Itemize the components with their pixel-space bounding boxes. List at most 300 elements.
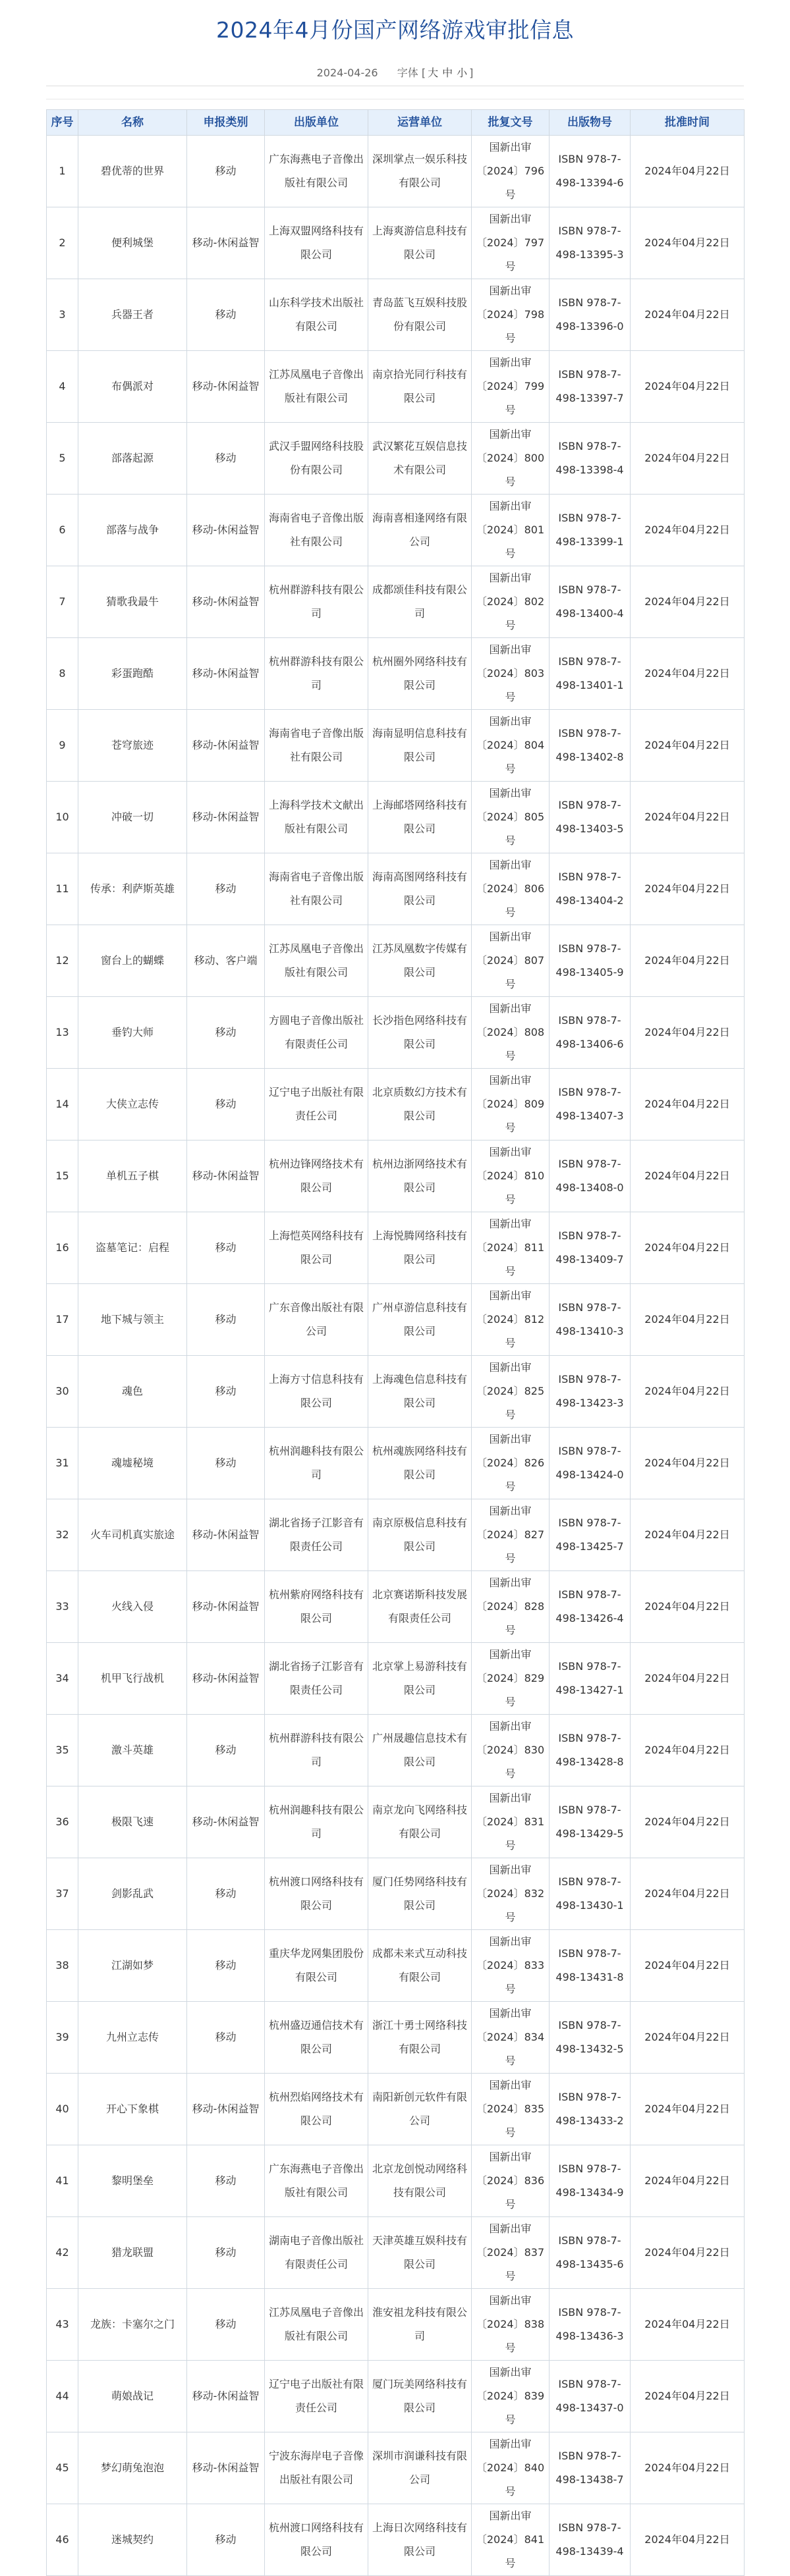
table-header-row [47, 110, 745, 136]
category: 移动-休闲益智 [187, 566, 265, 638]
category: 移动 [187, 136, 265, 207]
operator: 成都颂佳科技有限公司 [368, 566, 472, 638]
isbn: ISBN 978-7-498-13432-5 [550, 2002, 631, 2074]
approval-number: 国新出审〔2024〕807号 [472, 925, 550, 997]
isbn: ISBN 978-7-498-13431-8 [550, 1930, 631, 2002]
category: 移动、客户端 [187, 925, 265, 997]
category: 移动 [187, 997, 265, 1069]
row-index: 35 [47, 1715, 78, 1786]
row-index: 45 [47, 2432, 78, 2504]
approval-date: 2024年04月22日 [631, 782, 745, 853]
category: 移动-休闲益智 [187, 2361, 265, 2432]
operator: 浙江十勇士网络科技有限公司 [368, 2002, 472, 2074]
isbn: ISBN 978-7-498-13429-5 [550, 1786, 631, 1858]
publisher: 江苏凤凰电子音像出版社有限公司 [265, 925, 368, 997]
publisher: 海南省电子音像出版社有限公司 [265, 710, 368, 782]
approval-date: 2024年04月22日 [631, 2361, 745, 2432]
table-row [47, 1212, 745, 1284]
row-index: 4 [47, 351, 78, 423]
publish-date: 2024-04-26 [316, 67, 378, 79]
isbn: ISBN 978-7-498-13396-0 [550, 279, 631, 351]
table-row [47, 1571, 745, 1643]
isbn: ISBN 978-7-498-13436-3 [550, 2289, 631, 2361]
table-row [47, 2002, 745, 2074]
category: 移动-休闲益智 [187, 1786, 265, 1858]
approval-date: 2024年04月22日 [631, 207, 745, 279]
approval-number: 国新出审〔2024〕798号 [472, 279, 550, 351]
operator: 上海爽游信息科技有限公司 [368, 207, 472, 279]
publisher: 海南省电子音像出版社有限公司 [265, 495, 368, 566]
category: 移动-休闲益智 [187, 207, 265, 279]
operator: 北京赛诺斯科技发展有限责任公司 [368, 1571, 472, 1643]
operator: 上海悦腾网络科技有限公司 [368, 1212, 472, 1284]
table-row [47, 1786, 745, 1858]
isbn: ISBN 978-7-498-13439-4 [550, 2504, 631, 2576]
row-index: 12 [47, 925, 78, 997]
approval-number: 国新出审〔2024〕837号 [472, 2217, 550, 2289]
operator: 海南显明信息科技有限公司 [368, 710, 472, 782]
table-row [47, 1643, 745, 1715]
table-row [47, 2504, 745, 2576]
isbn: ISBN 978-7-498-13398-4 [550, 423, 631, 495]
row-index: 46 [47, 2504, 78, 2576]
table-row [47, 2145, 745, 2217]
game-name: 极限飞速 [78, 1786, 187, 1858]
operator: 深圳掌点一娱乐科技有限公司 [368, 136, 472, 207]
game-name: 传承：利萨斯英雄 [78, 853, 187, 925]
approval-date: 2024年04月22日 [631, 638, 745, 710]
game-name: 单机五子棋 [78, 1140, 187, 1212]
publisher: 辽宁电子出版社有限责任公司 [265, 1069, 368, 1140]
operator: 深圳市润谦科技有限公司 [368, 2432, 472, 2504]
approval-number: 国新出审〔2024〕838号 [472, 2289, 550, 2361]
game-name: 大侠立志传 [78, 1069, 187, 1140]
isbn: ISBN 978-7-498-13405-9 [550, 925, 631, 997]
row-index: 9 [47, 710, 78, 782]
table-row [47, 782, 745, 853]
approval-date: 2024年04月22日 [631, 1140, 745, 1212]
operator: 北京质数幻方技术有限公司 [368, 1069, 472, 1140]
approval-number: 国新出审〔2024〕802号 [472, 566, 550, 638]
row-index: 39 [47, 2002, 78, 2074]
approval-date: 2024年04月22日 [631, 1715, 745, 1786]
isbn: ISBN 978-7-498-13427-1 [550, 1643, 631, 1715]
approval-number: 国新出审〔2024〕833号 [472, 1930, 550, 2002]
table-row [47, 2217, 745, 2289]
publisher: 上海恺英网络科技有限公司 [265, 1212, 368, 1284]
isbn: ISBN 978-7-498-13408-0 [550, 1140, 631, 1212]
approval-date: 2024年04月22日 [631, 1643, 745, 1715]
row-index: 7 [47, 566, 78, 638]
publisher: 杭州群游科技有限公司 [265, 638, 368, 710]
operator: 海南喜相逢网络有限公司 [368, 495, 472, 566]
publisher: 山东科学技术出版社有限公司 [265, 279, 368, 351]
row-index: 16 [47, 1212, 78, 1284]
approval-number: 国新出审〔2024〕832号 [472, 1858, 550, 1930]
approval-number: 国新出审〔2024〕799号 [472, 351, 550, 423]
table-row [47, 2289, 745, 2361]
row-index: 1 [47, 136, 78, 207]
approval-number: 国新出审〔2024〕811号 [472, 1212, 550, 1284]
publisher: 杭州边锋网络技术有限公司 [265, 1140, 368, 1212]
operator: 杭州魂族网络科技有限公司 [368, 1428, 472, 1499]
game-name: 火线入侵 [78, 1571, 187, 1643]
isbn: ISBN 978-7-498-13438-7 [550, 2432, 631, 2504]
table-row [47, 853, 745, 925]
category: 移动 [187, 1930, 265, 2002]
isbn: ISBN 978-7-498-13434-9 [550, 2145, 631, 2217]
approval-date: 2024年04月22日 [631, 351, 745, 423]
table-row [47, 566, 745, 638]
header-approval-no: 批复文号 [472, 110, 550, 136]
operator: 北京掌上易游科技有限公司 [368, 1643, 472, 1715]
row-index: 13 [47, 997, 78, 1069]
isbn: ISBN 978-7-498-13423-3 [550, 1356, 631, 1428]
game-name: 垂钓大师 [78, 997, 187, 1069]
game-name: 猜歌我最牛 [78, 566, 187, 638]
approval-date: 2024年04月22日 [631, 1284, 745, 1356]
row-index: 37 [47, 1858, 78, 1930]
approval-date: 2024年04月22日 [631, 495, 745, 566]
game-name: 布偶派对 [78, 351, 187, 423]
row-index: 36 [47, 1786, 78, 1858]
category: 移动 [187, 1212, 265, 1284]
isbn: ISBN 978-7-498-13401-1 [550, 638, 631, 710]
category: 移动 [187, 1858, 265, 1930]
isbn: ISBN 978-7-498-13428-8 [550, 1715, 631, 1786]
approval-date: 2024年04月22日 [631, 1212, 745, 1284]
approval-date: 2024年04月22日 [631, 2217, 745, 2289]
operator: 杭州边浙网络技术有限公司 [368, 1140, 472, 1212]
approval-date: 2024年04月22日 [631, 853, 745, 925]
approval-number: 国新出审〔2024〕806号 [472, 853, 550, 925]
isbn: ISBN 978-7-498-13430-1 [550, 1858, 631, 1930]
publisher: 方圆电子音像出版社有限责任公司 [265, 997, 368, 1069]
category: 移动-休闲益智 [187, 2074, 265, 2145]
isbn: ISBN 978-7-498-13404-2 [550, 853, 631, 925]
isbn: ISBN 978-7-498-13425-7 [550, 1499, 631, 1571]
approval-number: 国新出审〔2024〕796号 [472, 136, 550, 207]
table-row [47, 2361, 745, 2432]
operator: 成都未来式互动科技有限公司 [368, 1930, 472, 2002]
game-name: 窗台上的蝴蝶 [78, 925, 187, 997]
table-row [47, 1858, 745, 1930]
approval-date: 2024年04月22日 [631, 136, 745, 207]
game-name: 魂墟秘境 [78, 1428, 187, 1499]
category: 移动 [187, 2002, 265, 2074]
approval-date: 2024年04月22日 [631, 1786, 745, 1858]
table-body [47, 136, 745, 2576]
publisher: 杭州紫府网络科技有限公司 [265, 1571, 368, 1643]
operator: 南京拾光同行科技有限公司 [368, 351, 472, 423]
game-name: 兵器王者 [78, 279, 187, 351]
approval-date: 2024年04月22日 [631, 925, 745, 997]
row-index: 44 [47, 2361, 78, 2432]
game-name: 猎龙联盟 [78, 2217, 187, 2289]
approval-number: 国新出审〔2024〕804号 [472, 710, 550, 782]
game-name: 冲破一切 [78, 782, 187, 853]
table-row [47, 638, 745, 710]
approval-number: 国新出审〔2024〕834号 [472, 2002, 550, 2074]
game-name: 剑影乱武 [78, 1858, 187, 1930]
game-name: 黎明堡垒 [78, 2145, 187, 2217]
publisher: 武汉手盟网络科技股份有限公司 [265, 423, 368, 495]
publisher: 杭州群游科技有限公司 [265, 566, 368, 638]
category: 移动 [187, 853, 265, 925]
table-row [47, 710, 745, 782]
operator: 海南高图网络科技有限公司 [368, 853, 472, 925]
font-size-small-button[interactable]: 小 [457, 67, 468, 79]
approval-date: 2024年04月22日 [631, 1069, 745, 1140]
publisher: 湖南电子音像出版社有限责任公司 [265, 2217, 368, 2289]
game-name: 彩蛋跑酷 [78, 638, 187, 710]
operator: 上海日次网络科技有限公司 [368, 2504, 472, 2576]
approval-number: 国新出审〔2024〕797号 [472, 207, 550, 279]
header-name: 名称 [78, 110, 187, 136]
isbn: ISBN 978-7-498-13407-3 [550, 1069, 631, 1140]
approval-number: 国新出审〔2024〕805号 [472, 782, 550, 853]
game-name: 碧优蒂的世界 [78, 136, 187, 207]
publisher: 重庆华龙网集团股份有限公司 [265, 1930, 368, 2002]
publisher: 杭州润趣科技有限公司 [265, 1786, 368, 1858]
category: 移动-休闲益智 [187, 351, 265, 423]
row-index: 30 [47, 1356, 78, 1428]
table-row [47, 351, 745, 423]
approval-number: 国新出审〔2024〕831号 [472, 1786, 550, 1858]
isbn: ISBN 978-7-498-13397-7 [550, 351, 631, 423]
operator: 厦门任势网络科技有限公司 [368, 1858, 472, 1930]
table-row [47, 997, 745, 1069]
isbn: ISBN 978-7-498-13409-7 [550, 1212, 631, 1284]
isbn: ISBN 978-7-498-13424-0 [550, 1428, 631, 1499]
publisher: 杭州盛迈通信技术有限公司 [265, 2002, 368, 2074]
publisher: 广东海燕电子音像出版社有限公司 [265, 136, 368, 207]
row-index: 2 [47, 207, 78, 279]
approval-number: 国新出审〔2024〕801号 [472, 495, 550, 566]
publisher: 海南省电子音像出版社有限公司 [265, 853, 368, 925]
approval-number: 国新出审〔2024〕829号 [472, 1643, 550, 1715]
approval-date: 2024年04月22日 [631, 2432, 745, 2504]
row-index: 43 [47, 2289, 78, 2361]
approval-date: 2024年04月22日 [631, 997, 745, 1069]
game-name: 部落与战争 [78, 495, 187, 566]
isbn: ISBN 978-7-498-13402-8 [550, 710, 631, 782]
isbn: ISBN 978-7-498-13426-4 [550, 1571, 631, 1643]
publisher: 上海双盟网络科技有限公司 [265, 207, 368, 279]
category: 移动 [187, 2289, 265, 2361]
category: 移动-休闲益智 [187, 2432, 265, 2504]
row-index: 38 [47, 1930, 78, 2002]
isbn: ISBN 978-7-498-13400-4 [550, 566, 631, 638]
row-index: 3 [47, 279, 78, 351]
isbn: ISBN 978-7-498-13399-1 [550, 495, 631, 566]
operator: 南阳新创元软件有限公司 [368, 2074, 472, 2145]
category: 移动-休闲益智 [187, 1643, 265, 1715]
publisher: 杭州渡口网络科技有限公司 [265, 2504, 368, 2576]
table-row [47, 1069, 745, 1140]
table-row [47, 2074, 745, 2145]
game-name: 龙族：卡塞尔之门 [78, 2289, 187, 2361]
publisher: 杭州润趣科技有限公司 [265, 1428, 368, 1499]
category: 移动-休闲益智 [187, 710, 265, 782]
approval-number: 国新出审〔2024〕810号 [472, 1140, 550, 1212]
table-row [47, 925, 745, 997]
row-index: 15 [47, 1140, 78, 1212]
row-index: 34 [47, 1643, 78, 1715]
game-name: 部落起源 [78, 423, 187, 495]
row-index: 41 [47, 2145, 78, 2217]
operator: 江苏凤凰数字传媒有限公司 [368, 925, 472, 997]
isbn: ISBN 978-7-498-13395-3 [550, 207, 631, 279]
category: 移动-休闲益智 [187, 782, 265, 853]
game-name: 地下城与领主 [78, 1284, 187, 1356]
row-index: 33 [47, 1571, 78, 1643]
row-index: 11 [47, 853, 78, 925]
approval-date: 2024年04月22日 [631, 2002, 745, 2074]
category: 移动 [187, 2504, 265, 2576]
isbn: ISBN 978-7-498-13437-0 [550, 2361, 631, 2432]
approval-number: 国新出审〔2024〕808号 [472, 997, 550, 1069]
table-row [47, 1428, 745, 1499]
approval-number: 国新出审〔2024〕825号 [472, 1356, 550, 1428]
font-size-large-button[interactable]: 大 [428, 67, 439, 79]
category: 移动 [187, 1428, 265, 1499]
game-name: 盗墓笔记：启程 [78, 1212, 187, 1284]
header-publisher: 出版单位 [265, 110, 368, 136]
table-row [47, 1499, 745, 1571]
approval-number: 国新出审〔2024〕836号 [472, 2145, 550, 2217]
category: 移动-休闲益智 [187, 1499, 265, 1571]
approval-number: 国新出审〔2024〕835号 [472, 2074, 550, 2145]
header-index: 序号 [47, 110, 78, 136]
operator: 南京原极信息科技有限公司 [368, 1499, 472, 1571]
publisher: 宁波东海岸电子音像出版社有限公司 [265, 2432, 368, 2504]
operator: 武汉繁花互娱信息技术有限公司 [368, 423, 472, 495]
category: 移动 [187, 423, 265, 495]
category: 移动 [187, 1356, 265, 1428]
category: 移动-休闲益智 [187, 638, 265, 710]
row-index: 40 [47, 2074, 78, 2145]
operator: 上海魂色信息科技有限公司 [368, 1356, 472, 1428]
publisher: 杭州烈焰网络技术有限公司 [265, 2074, 368, 2145]
table-row [47, 1930, 745, 2002]
operator: 长沙指色网络科技有限公司 [368, 997, 472, 1069]
approval-number: 国新出审〔2024〕841号 [472, 2504, 550, 2576]
approval-date: 2024年04月22日 [631, 566, 745, 638]
game-name: 江湖如梦 [78, 1930, 187, 2002]
row-index: 31 [47, 1428, 78, 1499]
approval-date: 2024年04月22日 [631, 423, 745, 495]
table-row [47, 136, 745, 207]
row-index: 17 [47, 1284, 78, 1356]
isbn: ISBN 978-7-498-13394-6 [550, 136, 631, 207]
article-title: 2024年4月份国产网络游戏审批信息 [216, 17, 574, 43]
header-category: 申报类别 [187, 110, 265, 136]
header-isbn: 出版物号 [550, 110, 631, 136]
row-index: 8 [47, 638, 78, 710]
operator: 上海邮塔网络科技有限公司 [368, 782, 472, 853]
isbn: ISBN 978-7-498-13433-2 [550, 2074, 631, 2145]
category: 移动 [187, 1069, 265, 1140]
publisher: 广东海燕电子音像出版社有限公司 [265, 2145, 368, 2217]
approval-date: 2024年04月22日 [631, 1571, 745, 1643]
game-name: 火车司机真实旅途 [78, 1499, 187, 1571]
table-row [47, 1356, 745, 1428]
font-size-label: 字体 [397, 67, 418, 79]
approval-number: 国新出审〔2024〕803号 [472, 638, 550, 710]
approval-number: 国新出审〔2024〕812号 [472, 1284, 550, 1356]
operator: 淮安祖龙科技有限公司 [368, 2289, 472, 2361]
approval-number: 国新出审〔2024〕830号 [472, 1715, 550, 1786]
operator: 天津英雄互娱科技有限公司 [368, 2217, 472, 2289]
table-row [47, 1140, 745, 1212]
approval-number: 国新出审〔2024〕826号 [472, 1428, 550, 1499]
row-index: 10 [47, 782, 78, 853]
publisher: 湖北省扬子江影音有限责任公司 [265, 1499, 368, 1571]
table-row [47, 495, 745, 566]
row-index: 14 [47, 1069, 78, 1140]
approval-date: 2024年04月22日 [631, 2289, 745, 2361]
approval-number: 国新出审〔2024〕827号 [472, 1499, 550, 1571]
operator: 厦门玩美网络科技有限公司 [368, 2361, 472, 2432]
game-name: 九州立志传 [78, 2002, 187, 2074]
approval-number: 国新出审〔2024〕839号 [472, 2361, 550, 2432]
approval-number: 国新出审〔2024〕800号 [472, 423, 550, 495]
publisher: 上海科学技术文献出版社有限公司 [265, 782, 368, 853]
category: 移动 [187, 1715, 265, 1786]
game-name: 迷城契约 [78, 2504, 187, 2576]
publisher: 湖北省扬子江影音有限责任公司 [265, 1643, 368, 1715]
table-row [47, 2432, 745, 2504]
game-name: 魂色 [78, 1356, 187, 1428]
operator: 北京龙创悦动网络科技有限公司 [368, 2145, 472, 2217]
approval-number: 国新出审〔2024〕840号 [472, 2432, 550, 2504]
isbn: ISBN 978-7-498-13435-6 [550, 2217, 631, 2289]
operator: 青岛蓝飞互娱科技股份有限公司 [368, 279, 472, 351]
isbn: ISBN 978-7-498-13410-3 [550, 1284, 631, 1356]
category: 移动-休闲益智 [187, 1571, 265, 1643]
header-operator: 运营单位 [368, 110, 472, 136]
category: 移动 [187, 2217, 265, 2289]
approval-date: 2024年04月22日 [631, 1356, 745, 1428]
operator: 广州晟趣信息技术有限公司 [368, 1715, 472, 1786]
row-index: 32 [47, 1499, 78, 1571]
table-row [47, 1715, 745, 1786]
article-meta [0, 65, 790, 80]
operator: 杭州圈外网络科技有限公司 [368, 638, 472, 710]
approval-date: 2024年04月22日 [631, 2074, 745, 2145]
approval-date: 2024年04月22日 [631, 279, 745, 351]
font-size-medium-button[interactable]: 中 [442, 67, 453, 79]
category: 移动 [187, 2145, 265, 2217]
approval-date: 2024年04月22日 [631, 2504, 745, 2576]
table-row [47, 279, 745, 351]
approval-number: 国新出审〔2024〕809号 [472, 1069, 550, 1140]
game-name: 开心下象棋 [78, 2074, 187, 2145]
game-name: 激斗英雄 [78, 1715, 187, 1786]
game-name: 机甲飞行战机 [78, 1643, 187, 1715]
row-index: 6 [47, 495, 78, 566]
table-row [47, 207, 745, 279]
category: 移动 [187, 279, 265, 351]
category: 移动-休闲益智 [187, 495, 265, 566]
header-approval-date: 批准时间 [631, 110, 745, 136]
publisher: 辽宁电子出版社有限责任公司 [265, 2361, 368, 2432]
game-name: 便利城堡 [78, 207, 187, 279]
game-name: 苍穹旅迹 [78, 710, 187, 782]
approval-date: 2024年04月22日 [631, 710, 745, 782]
game-name: 梦幻萌兔泡泡 [78, 2432, 187, 2504]
